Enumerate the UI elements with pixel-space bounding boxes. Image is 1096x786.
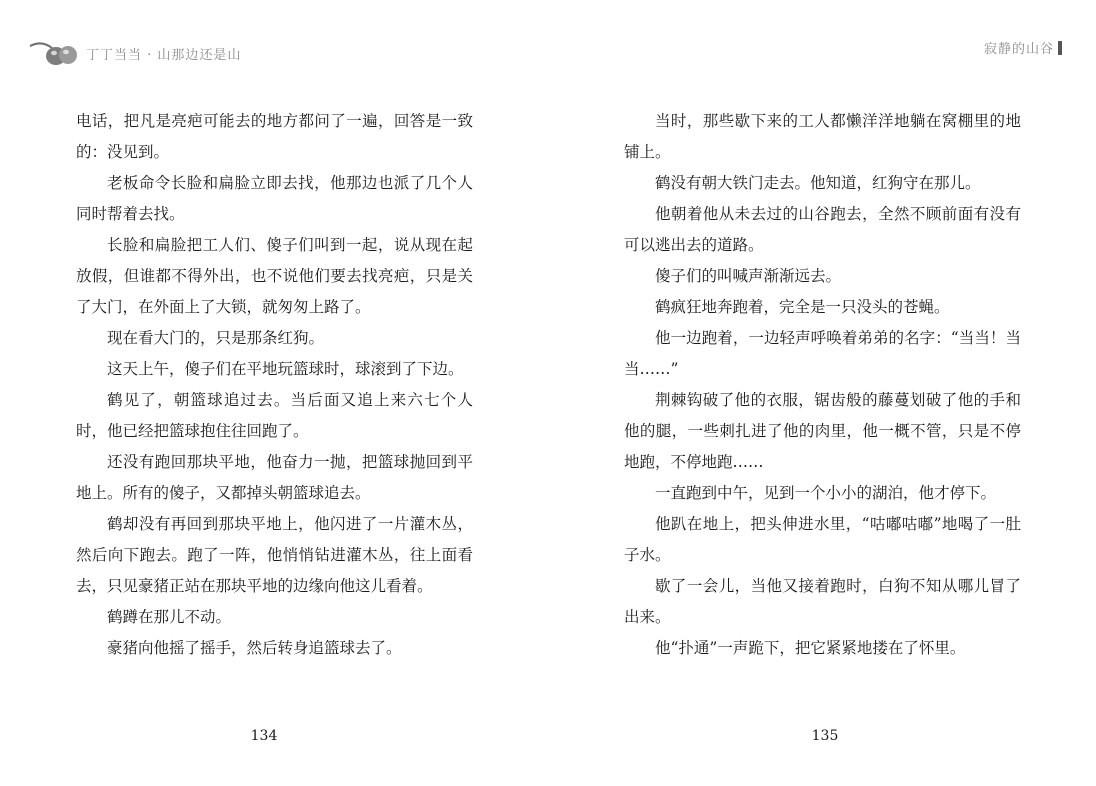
header-bar-icon <box>1058 41 1062 55</box>
paragraph: 电话，把凡是亮疤可能去的地方都问了一遍，回答是一致的：没见到。 <box>76 112 473 161</box>
paragraph: 还没有跑回那块平地，他奋力一抛，把篮球抛回到平地上。所有的傻子，又都掉头朝篮球追去。 <box>76 453 473 502</box>
paragraph: 鹤没有朝大铁门走去。他知道，红狗守在那儿。 <box>655 174 981 192</box>
paragraph: 傻子们的叫喊声渐渐远去。 <box>655 267 842 285</box>
paragraph: 现在看大门的，只是那条红狗。 <box>107 329 325 347</box>
paragraph: 他朝着他从未去过的山谷跑去，全然不顾前面有没有可以逃出去的道路。 <box>624 205 1021 254</box>
paragraph: 鹤却没有再回到那块平地上，他闪进了一片灌木丛，然后向下跑去。跑了一阵，他悄悄钻进灌木丛，往上面看去，只见豪猪正站在那块平地的边缘向他这儿看着。 <box>76 515 473 595</box>
right-running-header <box>984 38 1062 57</box>
right-page <box>548 0 1096 786</box>
paragraph: 鹤见了，朝篮球追过去。当后面又追上来六七个人时，他已经把篮球抱住往回跑了。 <box>76 391 473 440</box>
left-page-number: 134 <box>250 728 278 744</box>
paragraph: 鹤蹲在那儿不动。 <box>107 608 232 626</box>
paragraph: 他一边跑着，一边轻声呼唤着弟弟的名字：“当当！当当……” <box>624 329 1021 378</box>
paragraph: 鹤疯狂地奔跑着，完全是一只没头的苍蝇。 <box>655 298 950 316</box>
right-page-number: 135 <box>811 728 839 744</box>
gourd-logo-icon <box>28 38 80 68</box>
paragraph: 豪猪向他摇了摇手，然后转身追篮球去了。 <box>107 639 402 657</box>
paragraph: 一直跑到中午，见到一个小小的湖泊，他才停下。 <box>655 484 997 502</box>
right-header-title: 寂静的山谷 <box>983 42 1054 57</box>
paragraph: 歇了一会儿，当他又接着跑时，白狗不知从哪儿冒了出来。 <box>624 577 1021 626</box>
paragraph: 当时，那些歇下来的工人都懒洋洋地躺在窝棚里的地铺上。 <box>624 112 1021 161</box>
left-header-title: 丁丁当当 · 山那边还是山 <box>86 47 242 63</box>
paragraph: 荆棘钩破了他的衣服，锯齿般的藤蔓划破了他的手和他的腿，一些刺扎进了他的肉里，他一概不管，只是不停地跑，不停地跑…… <box>624 391 1021 471</box>
paragraph: 长脸和扁脸把工人们、傻子们叫到一起，说从现在起放假，但谁都不得外出，也不说他们要去找亮疤，只是关了大门，在外面上了大锁，就匆匆上路了。 <box>76 236 473 316</box>
paragraph: 他“扑通”一声跪下，把它紧紧地搂在了怀里。 <box>655 639 966 657</box>
left-page-body <box>76 106 473 664</box>
left-running-header <box>28 38 241 68</box>
paragraph: 这天上午，傻子们在平地玩篮球时，球滚到了下边。 <box>107 360 464 378</box>
paragraph: 老板命令长脸和扁脸立即去找，他那边也派了几个人同时帮着去找。 <box>76 174 473 223</box>
right-page-body <box>624 106 1021 664</box>
paragraph: 他趴在地上，把头伸进水里，“咕嘟咕嘟”地喝了一肚子水。 <box>624 515 1021 564</box>
